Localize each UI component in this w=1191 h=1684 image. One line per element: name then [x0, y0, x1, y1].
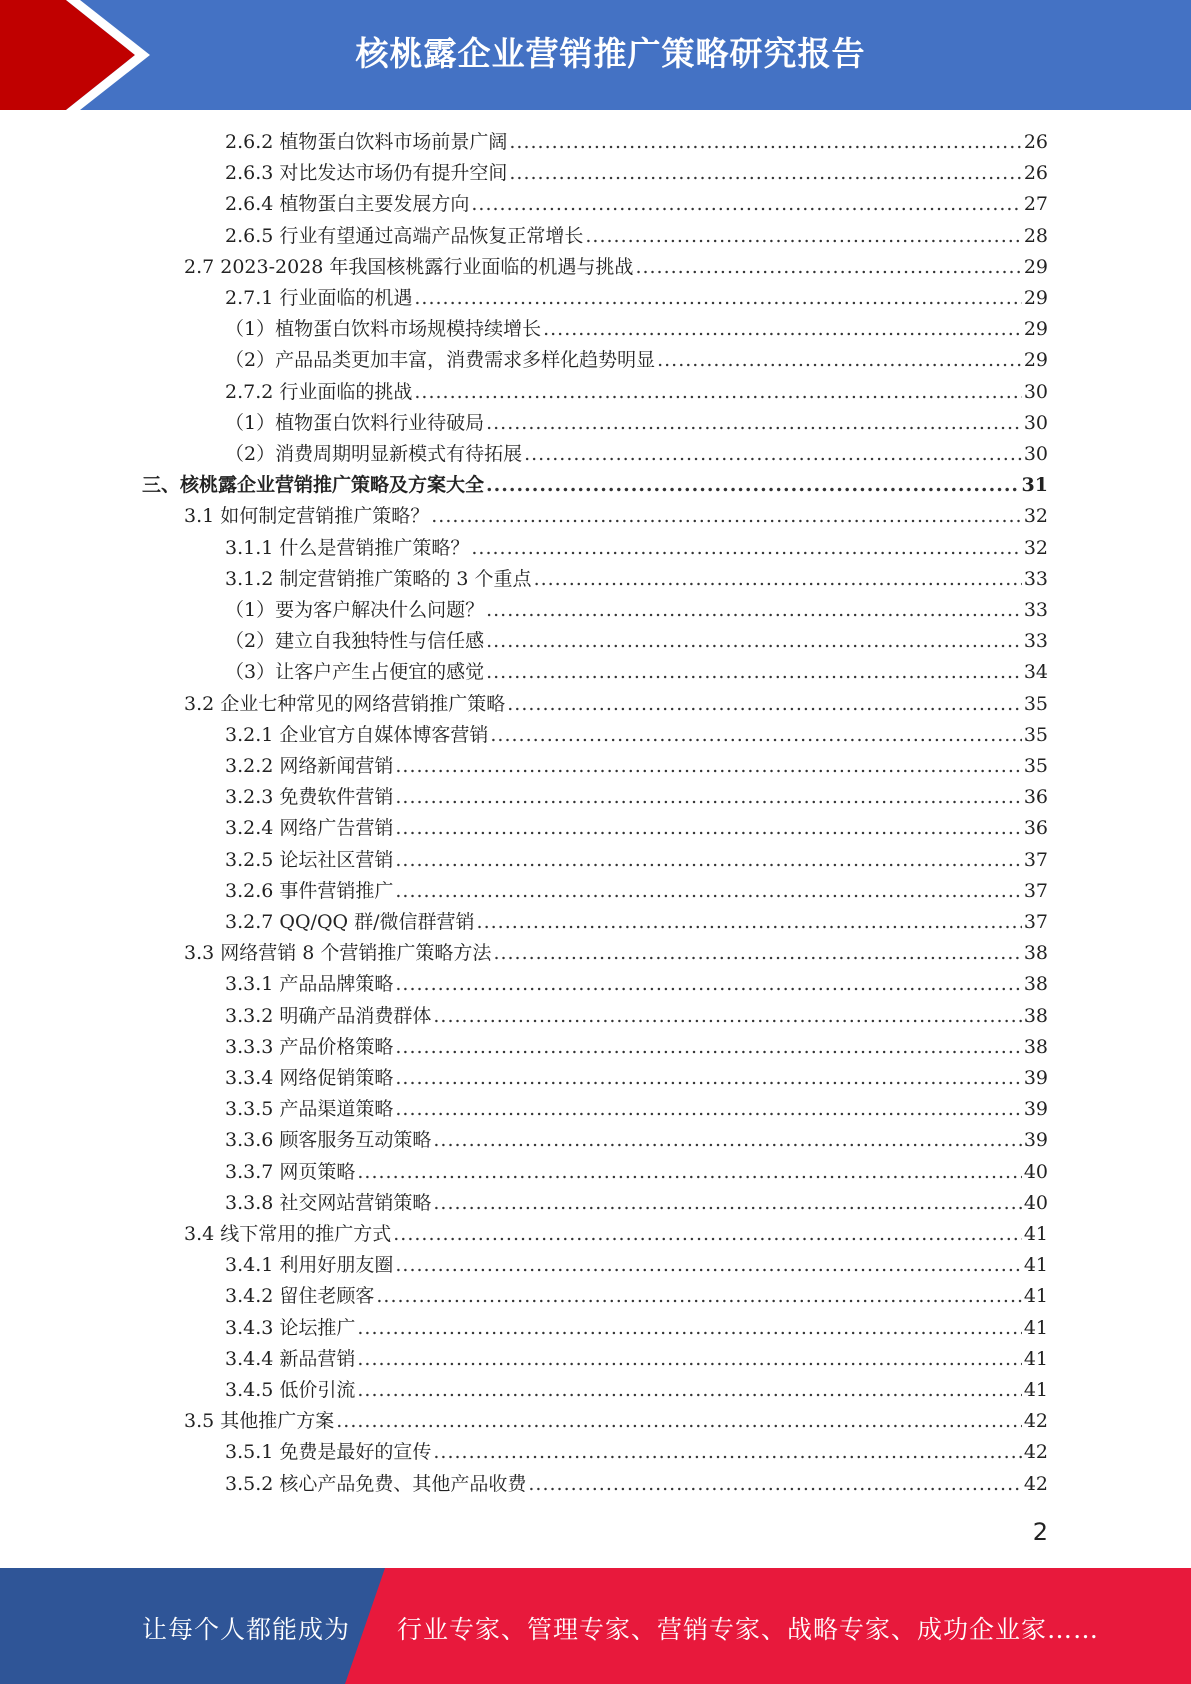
toc-entry[interactable] [225, 1469, 1048, 1499]
toc-entry[interactable] [225, 127, 1048, 157]
toc-entry-label: 2.6.2 植物蛋白饮料市场前景广阔 [225, 131, 508, 153]
toc-entry[interactable] [225, 221, 1048, 251]
toc-entry-label: 2.7 2023-2028 年我国核桃露行业面临的机遇与挑战 [184, 255, 634, 278]
page-footer [0, 1568, 1191, 1684]
toc-entry-label: 3.2.3 免费软件营销 [225, 786, 394, 809]
toc-entry[interactable] [225, 626, 1048, 656]
toc-entry-label: 3.3.8 社交网站营销策略 [225, 1191, 432, 1214]
toc-entry-page: 26 [1023, 131, 1048, 153]
toc-entry-label: 3.2.4 网络广告营销 [225, 817, 394, 840]
toc-entry-page: 35 [1023, 755, 1048, 777]
toc-dot-leader [585, 221, 1021, 251]
toc-entry-page: 41 [1023, 1285, 1048, 1308]
toc-entry-page: 39 [1023, 1129, 1048, 1152]
toc-entry[interactable] [225, 1281, 1048, 1311]
toc-entry-page: 34 [1023, 661, 1048, 684]
toc-entry[interactable] [225, 1157, 1048, 1187]
toc-dot-leader [524, 439, 1022, 469]
toc-dot-leader [357, 1157, 1021, 1187]
toc-dot-leader [395, 1094, 1021, 1124]
toc-entry-page: 41 [1023, 1254, 1048, 1277]
toc-dot-leader [395, 813, 1021, 843]
toc-dot-leader [376, 1281, 1021, 1311]
toc-entry[interactable] [184, 1219, 1048, 1249]
toc-dot-leader [414, 283, 1021, 313]
toc-entry[interactable] [225, 782, 1048, 812]
toc-entry[interactable] [184, 252, 1048, 282]
toc-entry-page: 42 [1023, 1441, 1048, 1464]
toc-entry[interactable] [225, 408, 1048, 438]
toc-dot-leader [486, 626, 1022, 656]
toc-entry-label: 2.6.4 植物蛋白主要发展方向 [225, 193, 470, 216]
toc-entry-page: 41 [1023, 1347, 1048, 1370]
toc-entry-label: 3.3.1 产品品牌策略 [225, 973, 394, 996]
toc-dot-leader [507, 689, 1022, 719]
toc-dot-leader [657, 345, 1022, 375]
toc-entry[interactable] [225, 158, 1048, 188]
toc-entry[interactable] [225, 439, 1048, 469]
toc-entry-label: （3）让客户产生占便宜的感觉 [225, 661, 485, 684]
toc-entry[interactable] [225, 1344, 1048, 1374]
toc-entry[interactable] [225, 1313, 1048, 1343]
footer-slogan-left: 让每个人都能成为 [142, 1615, 351, 1644]
toc-entry-page: 33 [1023, 599, 1048, 621]
toc-dot-leader [509, 127, 1021, 157]
toc-entry-page: 29 [1023, 255, 1048, 278]
toc-dot-leader [395, 1032, 1021, 1062]
toc-entry-label: 3.3.6 顾客服务互动策略 [225, 1129, 432, 1152]
toc-entry-label: 3.4.4 新品营销 [225, 1347, 356, 1370]
toc-entry-label: 3.5 其他推广方案 [184, 1410, 335, 1433]
toc-entry[interactable] [225, 595, 1048, 625]
toc-dot-leader [528, 1469, 1021, 1499]
footer-slogan-right: 行业专家、管理专家、营销专家、战略专家、成功企业家…… [397, 1615, 1100, 1644]
toc-entry[interactable] [225, 720, 1048, 750]
toc-entry[interactable] [225, 845, 1048, 875]
toc-entry[interactable] [225, 283, 1048, 313]
toc-entry-page: 32 [1023, 536, 1048, 559]
toc-entry[interactable] [225, 564, 1048, 594]
toc-entry-label: 3.1 如何制定营销推广策略？ [184, 505, 430, 528]
toc-dot-leader [395, 845, 1021, 875]
toc-entry-page: 41 [1023, 1223, 1048, 1245]
toc-entry-page: 33 [1023, 567, 1048, 590]
toc-entry[interactable] [225, 189, 1048, 219]
toc-dot-leader [486, 595, 1022, 625]
toc-dot-leader [357, 1313, 1021, 1343]
toc-entry-label: （2）产品品类更加丰富，消费需求多样化趋势明显 [225, 349, 656, 372]
toc-entry[interactable] [225, 813, 1048, 843]
toc-entry-page: 28 [1023, 224, 1048, 247]
toc-dot-leader [509, 158, 1021, 188]
toc-entry[interactable] [142, 470, 1048, 500]
toc-dot-leader [433, 1001, 1021, 1031]
toc-entry[interactable] [225, 377, 1048, 407]
toc-entry-page: 30 [1023, 380, 1048, 403]
toc-entry-page: 29 [1023, 349, 1048, 372]
toc-entry-page: 29 [1023, 287, 1048, 309]
toc-entry-label: 3.4.2 留住老顾客 [225, 1285, 375, 1308]
toc-entry-page: 39 [1023, 1098, 1048, 1121]
toc-dot-leader [395, 751, 1021, 781]
toc-dot-leader [393, 1219, 1022, 1249]
toc-entry[interactable] [225, 533, 1048, 563]
toc-entry-label: 2.6.3 对比发达市场仍有提升空间 [225, 162, 508, 185]
toc-entry[interactable] [225, 1125, 1048, 1155]
toc-entry-label: （2）建立自我独特性与信任感 [225, 630, 485, 653]
toc-entry-page: 37 [1023, 879, 1048, 902]
toc-entry-label: 3.2.1 企业官方自媒体博客营销 [225, 723, 489, 746]
toc-entry[interactable] [225, 907, 1048, 937]
toc-entry-page: 39 [1023, 1067, 1048, 1089]
toc-entry-label: 3.2.2 网络新闻营销 [225, 755, 394, 777]
toc-entry-page: 38 [1023, 1004, 1048, 1027]
toc-entry-label: 3.1.2 制定营销推广策略的 3 个重点 [225, 567, 532, 590]
toc-entry-page: 42 [1023, 1410, 1048, 1433]
toc-entry[interactable] [225, 1437, 1048, 1467]
toc-entry-page: 30 [1023, 411, 1048, 434]
toc-entry-page: 33 [1023, 630, 1048, 653]
toc-entry[interactable] [225, 1250, 1048, 1280]
toc-entry-label: 3.4.5 低价引流 [225, 1379, 356, 1401]
toc-entry-label: 三、核桃露企业营销推广策略及方案大全 [142, 474, 485, 497]
toc-entry-label: 2.7.2 行业面临的挑战 [225, 380, 413, 403]
toc-dot-leader [486, 657, 1022, 687]
toc-entry[interactable] [225, 969, 1048, 999]
toc-dot-leader [493, 938, 1021, 968]
toc-entry[interactable] [184, 1406, 1048, 1436]
toc-dot-leader [357, 1375, 1021, 1405]
toc-entry-label: 2.6.5 行业有望通过高端产品恢复正常增长 [225, 224, 584, 247]
toc-entry-label: 3.3.7 网页策略 [225, 1160, 356, 1183]
toc-entry-label: （2）消费周期明显新模式有待拓展 [225, 443, 523, 465]
toc-entry-page: 36 [1023, 817, 1048, 840]
toc-entry[interactable] [225, 345, 1048, 375]
toc-dot-leader [490, 720, 1021, 750]
toc-dot-leader [431, 501, 1022, 531]
toc-dot-leader [336, 1406, 1022, 1436]
toc-entry[interactable] [225, 1001, 1048, 1031]
toc-entry[interactable] [184, 689, 1048, 719]
toc-entry-label: 3.2 企业七种常见的网络营销推广策略 [184, 692, 506, 715]
toc-dot-leader [534, 564, 1022, 594]
toc-entry[interactable] [184, 501, 1048, 531]
toc-dot-leader [486, 408, 1022, 438]
toc-entry-page: 30 [1023, 443, 1048, 465]
toc-entry-label: 3.2.7 QQ/QQ 群/微信群营销 [225, 911, 475, 933]
toc-dot-leader [635, 252, 1021, 282]
toc-entry-page: 29 [1023, 318, 1048, 341]
toc-entry[interactable] [225, 657, 1048, 687]
toc-dot-leader [433, 1125, 1021, 1155]
toc-entry[interactable] [184, 938, 1048, 968]
toc-entry-page: 38 [1023, 973, 1048, 996]
header-title: 核桃露企业营销推广策略研究报告 [355, 34, 866, 73]
toc-dot-leader [471, 189, 1021, 219]
toc-dot-leader [433, 1437, 1021, 1467]
toc-dot-leader [433, 1188, 1021, 1218]
toc-entry-label: 3.3 网络营销 8 个营销推广策略方法 [184, 942, 492, 965]
toc-entry[interactable] [225, 1188, 1048, 1218]
toc-entry[interactable] [225, 1032, 1048, 1062]
toc-entry-page: 26 [1023, 162, 1048, 185]
toc-dot-leader [486, 470, 1020, 500]
toc-entry-page: 35 [1023, 692, 1048, 715]
toc-entry-label: 3.5.1 免费是最好的宣传 [225, 1441, 432, 1464]
toc-entry[interactable] [225, 876, 1048, 906]
toc-dot-leader [395, 876, 1021, 906]
toc-entry[interactable] [225, 314, 1048, 344]
toc-entry-label: （1）植物蛋白饮料市场规模持续增长 [225, 318, 542, 341]
toc-entry-label: 3.3.2 明确产品消费群体 [225, 1004, 432, 1027]
toc-entry-label: 3.2.5 论坛社区营销 [225, 848, 394, 871]
toc-entry-page: 35 [1023, 723, 1048, 746]
toc-entry-label: 3.3.4 网络促销策略 [225, 1067, 394, 1089]
toc-entry-page: 38 [1023, 1035, 1048, 1058]
toc-entry-page: 37 [1023, 848, 1048, 871]
toc-entry-label: （1）要为客户解决什么问题？ [225, 599, 485, 621]
toc-entry-label: 3.3.5 产品渠道策略 [225, 1098, 394, 1121]
toc-entry-page: 38 [1023, 942, 1048, 965]
toc-entry-label: 2.7.1 行业面临的机遇 [225, 287, 413, 309]
toc-entry-label: 3.4.1 利用好朋友圈 [225, 1254, 394, 1277]
toc-dot-leader [395, 782, 1021, 812]
toc-entry-page: 42 [1023, 1472, 1048, 1495]
toc-entry[interactable] [225, 1094, 1048, 1124]
toc-entry-page: 40 [1023, 1160, 1048, 1183]
toc-entry-label: 3.5.2 核心产品免费、其他产品收费 [225, 1472, 527, 1495]
toc-dot-leader [357, 1344, 1021, 1374]
toc-entry-page: 27 [1023, 193, 1048, 216]
toc-dot-leader [395, 1250, 1021, 1280]
toc-dot-leader [543, 314, 1022, 344]
toc-entry-page: 36 [1023, 786, 1048, 809]
page-number: 2 [1032, 1518, 1048, 1546]
toc-dot-leader [395, 969, 1021, 999]
toc-entry-label: 3.1.1 什么是营销推广策略？ [225, 536, 470, 559]
toc-entry-page: 32 [1023, 505, 1048, 528]
toc-entry[interactable] [225, 751, 1048, 781]
page-header [0, 0, 1191, 110]
toc-entry-page: 41 [1023, 1316, 1048, 1339]
toc-entry[interactable] [225, 1375, 1048, 1405]
toc-dot-leader [414, 377, 1021, 407]
toc-entry-page: 40 [1023, 1191, 1048, 1214]
toc-entry-label: 3.3.3 产品价格策略 [225, 1035, 394, 1058]
toc-entry-page: 31 [1021, 474, 1048, 497]
toc-entry-label: （1）植物蛋白饮料行业待破局 [225, 411, 485, 434]
toc-entry-page: 41 [1023, 1379, 1048, 1401]
toc-entry-label: 3.4.3 论坛推广 [225, 1316, 356, 1339]
toc-dot-leader [471, 533, 1021, 563]
toc-entry-page: 37 [1023, 911, 1048, 933]
toc-entry-label: 3.4 线下常用的推广方式 [184, 1223, 392, 1245]
toc-dot-leader [477, 907, 1022, 937]
toc-entry[interactable] [225, 1063, 1048, 1093]
toc-entry-label: 3.2.6 事件营销推广 [225, 879, 394, 902]
toc-dot-leader [395, 1063, 1021, 1093]
